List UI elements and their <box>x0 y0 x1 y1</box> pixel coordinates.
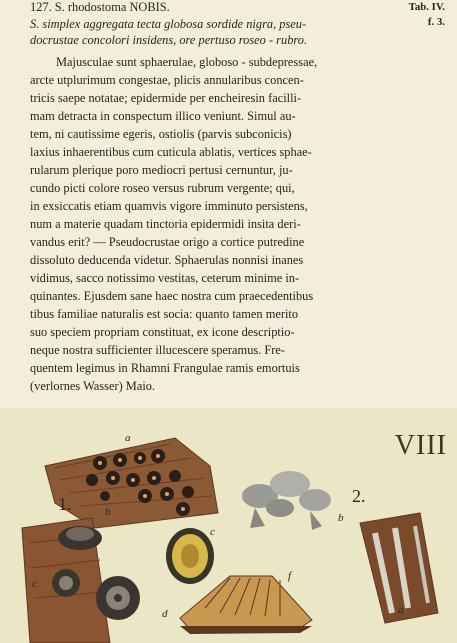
label-b-right: b <box>338 512 344 524</box>
text-line: num a materie quadam tinctoria epidermidi insita deri- <box>30 217 301 231</box>
grey-fungus-cluster <box>242 471 331 530</box>
text-line: docrustae concolori insidens, ore pertuso roseo - rubro. <box>30 33 308 47</box>
figure-2-label: 2. <box>352 486 366 506</box>
label-c-left: c <box>32 578 37 590</box>
label-f-mid: f <box>288 570 292 582</box>
text-line: quentem legimus in Rhamni Frangulae ramis emortuis <box>30 361 300 375</box>
text-line: vidimus, sacco notissimo vestitas, ceterum minime in- <box>30 271 300 285</box>
text-line: dissoluto deducenda videtur. Sphaerulas nonnisi inanes <box>30 253 304 267</box>
text-line: tricis saepe notatae; epidermide per encheiresin facilli- <box>30 91 302 105</box>
bark-piece-left <box>22 518 140 643</box>
figure-1-label: 1. <box>58 494 72 514</box>
text-line: in exsiccatis etiam quamvis vigore imminuto persistens, <box>30 199 308 213</box>
text-line: suo speciem propriam constituat, ex icone descriptio- <box>30 325 295 339</box>
botanical-plate <box>0 408 457 643</box>
text-line: S. simplex aggregata tecta globosa sordide nigra, pseu- <box>30 17 307 31</box>
text-line: arcte utplurimum congestae, plicis annularibus concen- <box>30 73 304 87</box>
figure-reference: f. 3. <box>427 16 445 28</box>
label-b-left: b <box>105 506 111 518</box>
text-line: tibus familiae naturalis est socia: quanto tamen merito <box>30 307 299 321</box>
species-heading: 127. S. rhodostoma NOBIS. <box>30 0 170 14</box>
plate-numeral: VIII <box>394 430 447 461</box>
text-line: cundo picti colore roseo versus rubrum vergente; qui, <box>30 181 295 195</box>
text-line: quinantes. Ejusdem sane haec nostra cum praecedentibus <box>30 289 314 303</box>
text-line: (verlornes Wasser) Maio. <box>30 379 156 393</box>
text-line: neque nostra sufficienter illucescere speramus. Fre- <box>30 343 286 357</box>
label-a-right: a <box>398 604 404 616</box>
label-d-bottom: d <box>162 608 168 620</box>
text-line: Majusculae sunt sphaerulae, globoso - subdepressae, <box>56 55 318 69</box>
text-line: vandus erit? — Pseudocrustae origo a cortice putredine <box>30 235 305 249</box>
section-piece-center <box>180 576 312 634</box>
text-line: tem, ni cautissime egeris, ostiolis (parvis subconicis) <box>30 127 292 141</box>
text-line: mam detracta in conspectum illico veniunt. Simul au- <box>30 109 296 123</box>
label-a-top: a <box>125 432 131 444</box>
tab-reference: Tab. IV. <box>408 1 445 13</box>
label-c-mid: c <box>210 526 215 538</box>
plate-illustration <box>0 408 457 643</box>
text-line: laxius inhaerentibus cum cuticula ablatis, vertices sphae- <box>30 145 312 159</box>
text-line: rularum plerique poro mediocri pertusi cernuntur, ju- <box>30 163 293 177</box>
cross-section-disc <box>166 528 214 584</box>
